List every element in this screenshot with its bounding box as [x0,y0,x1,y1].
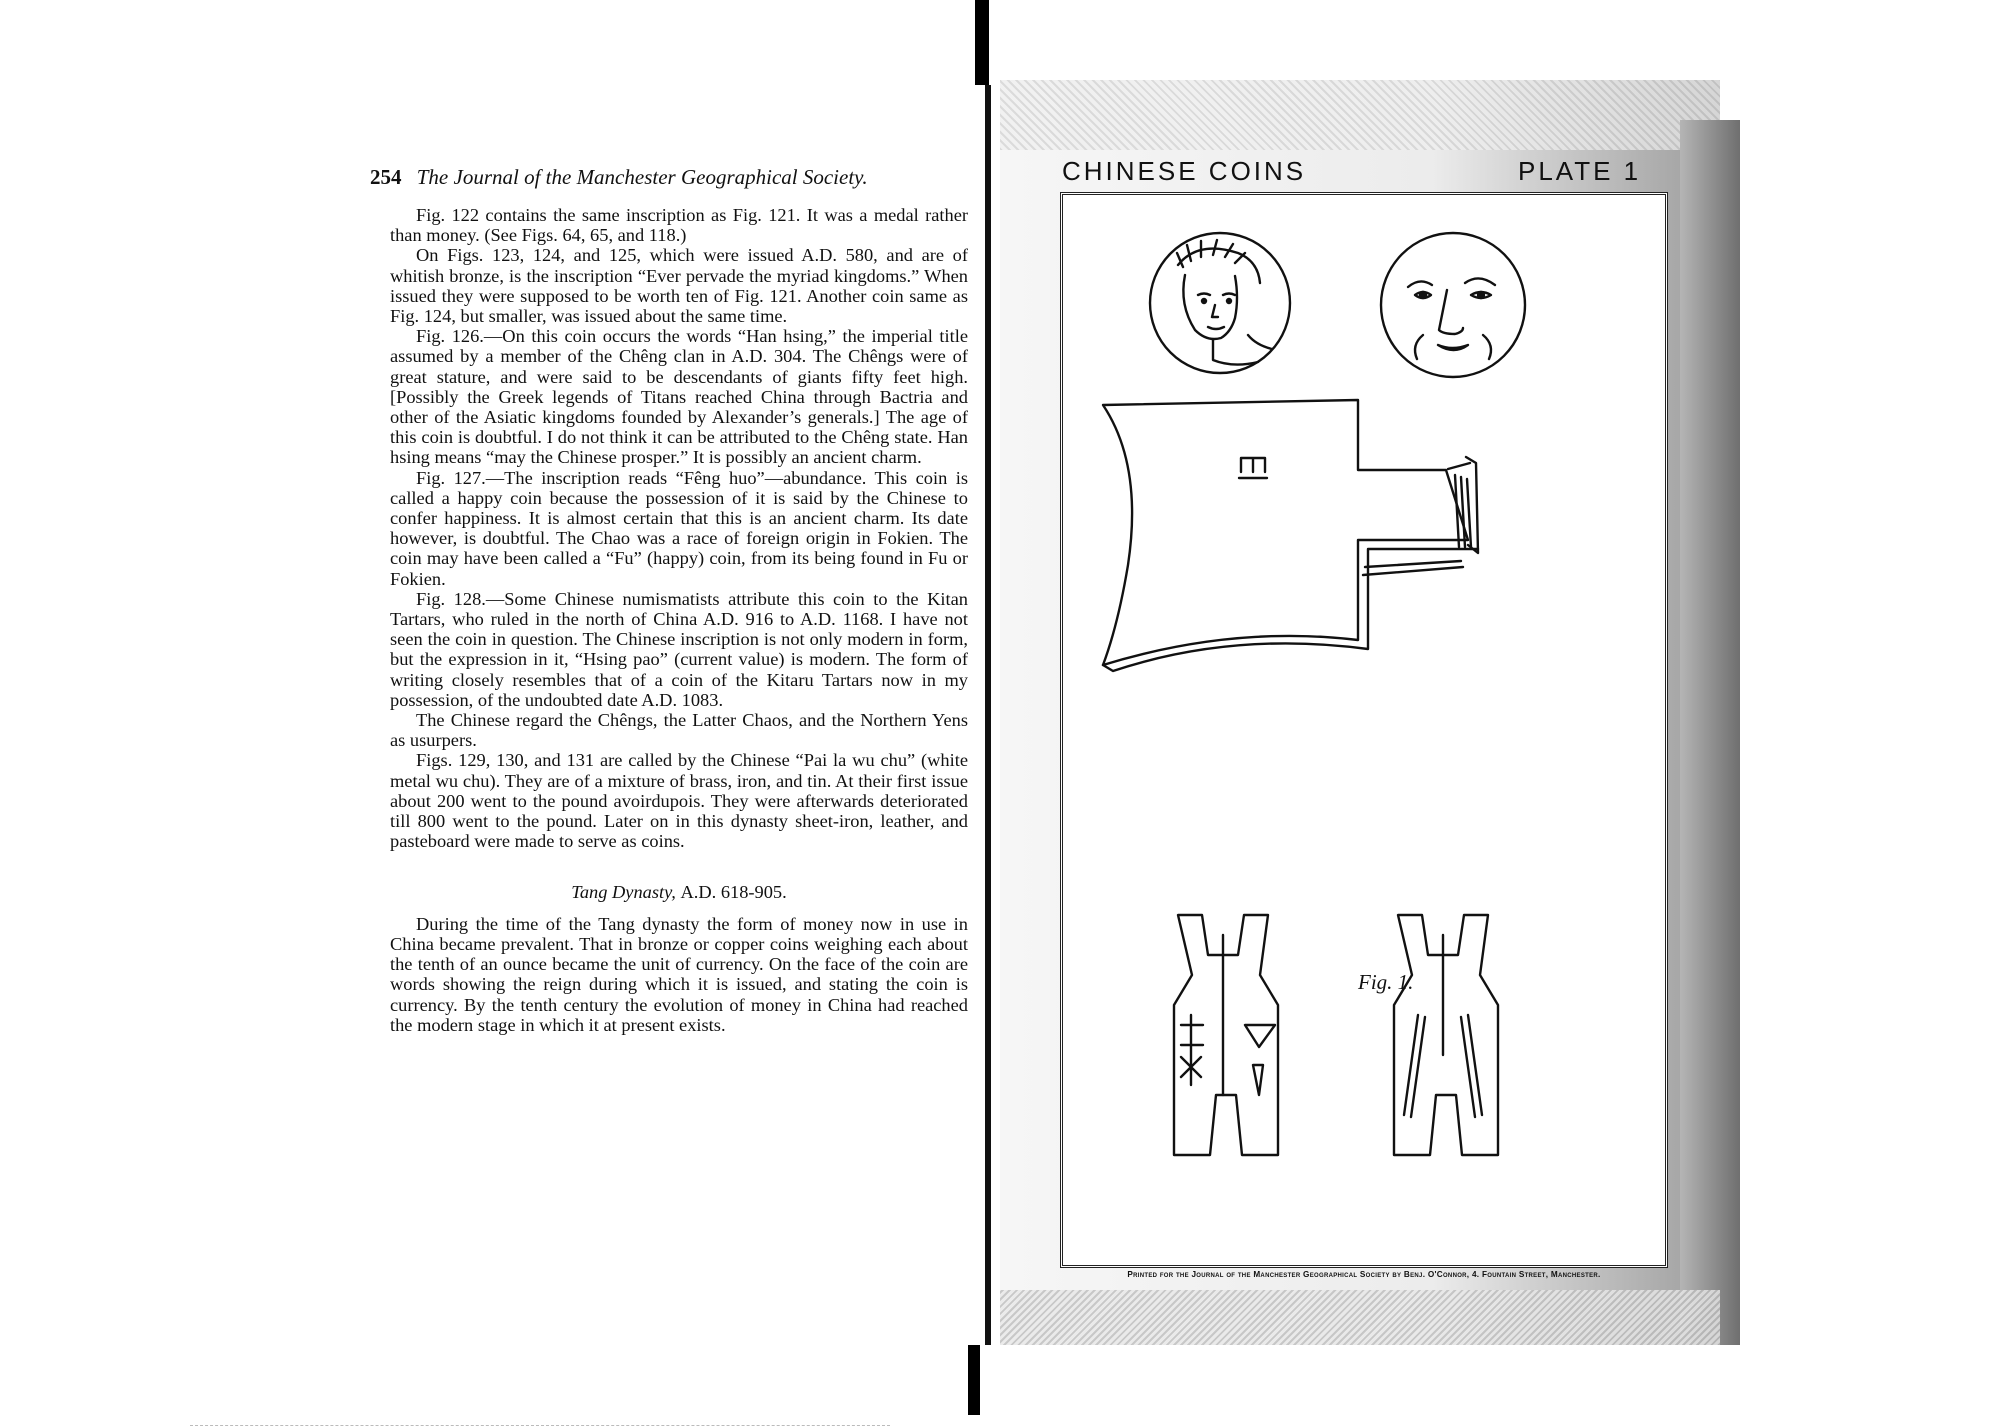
paragraph-figs-123-125: On Figs. 123, 124, and 125, which were issued A.D. 580, and are of whitish bronze, is the inscription “Ever pervade the myriad kingdoms.” When issued they were supposed to be worth ten of Fig. 121. Another coin same as Fig. 124, but smaller, was issued about the same time. [390,245,968,327]
coin-boy-portrait [1150,233,1290,373]
plate-frame [1060,192,1668,1268]
paper-texture-bottom [1000,1290,1720,1345]
paragraph-fig-128: Fig. 128.—Some Chinese numismatists attribute this coin to the Kitan Tartars, who ruled in the north of China A.D. 916 to A.D. 1168. I have not seen the coin in question. The Chinese inscription is not only modern in form, but the expression in it, “Hsing pao” (current value) is modern. The form of writing closely resembles that of a coin of the Kitaru Tartars now in my possession, of the undoubted date A.D. 1083. [390,588,968,710]
journal-title: The Journal of the Manchester Geographical Society. [416,165,868,189]
section-heading [390,882,968,902]
paragraph-figs-129-131: Figs. 129, 130, and 131 are called by the Chinese “Pai la wu chu” (white metal wu chu). They are of a mixture of brass, iron, and tin. At their first issue about 200 went to the pound avoirdupois. They were afterwards deteriorated till 800 went to the pound. Later on in this dynasty sheet-iron, leather, and pasteboard were made to serve as coins. [390,750,968,852]
paragraph-fig-126: Fig. 126.—On this coin occurs the words “Han hsing,” the imperial title assumed by a member of the Chêng clan in A.D. 304. The Chêngs were of great stature, and were said to be descendants of giants fifty feet high. [Possibly the Greek legends of Titans reached China through Bactria and other of the Asiatic kingdoms founded by Alexander’s generals.] The age of this coin is doubtful. I do not think it can be attributed to the Chêng state. Han hsing means “may the Chinese prosper.” It is possibly an ancient charm. [390,326,968,468]
binding-gutter-bottom [968,1345,980,1415]
section-heading-title: Tang Dynasty, [571,881,676,902]
page-number: 254 [370,165,402,189]
paragraph-usurpers: The Chinese regard the Chêngs, the Latter Chaos, and the Northern Yens as usurpers. [390,710,968,751]
page-shadow [1680,120,1740,1345]
printer-credit: Printed for the Journal of the Manchester Geographical Society by Benj. O'Connor, 4. Fountain Street, Manchester. [1127,1270,1601,1279]
paper-texture-top [1000,80,1720,150]
paragraph-fig-122: Fig. 122 contains the same inscription as Fig. 121. It was a medal rather than money. (See Figs. 64, 65, and 118.) [390,205,968,246]
paragraph-tang-dynasty: During the time of the Tang dynasty the form of money now in use in China became prevalent. That in bronze or copper coins weighing each about the tenth of an ounce became the unit of currency. On the face of the coin are words showing the reign during which it is issued, and stating the coin is currency. By the tenth century the evolution of money in China had reached the modern stage in which it at present exists. [390,913,968,1035]
hoe-shaped-spade-coin [1103,400,1478,671]
section-heading-dates: A.D. 618-905. [680,881,787,902]
coin-moon-face [1381,233,1525,377]
spade-coin-back [1394,915,1498,1155]
plate-illustrations [1063,195,1665,1265]
plate-number: PLATE 1 [1518,156,1642,186]
plate-page [1000,80,1720,1345]
body-text [390,205,968,1035]
figure-label: Fig. 1. [1358,970,1414,994]
spade-coin-front [1174,915,1278,1155]
running-head [370,165,970,199]
left-page [40,85,975,1385]
plate-title: CHINESE COINS [1062,156,1307,186]
binding-gutter-top [975,0,989,85]
binding-gutter [985,85,991,1345]
paragraph-fig-127: Fig. 127.—The inscription reads “Fêng huo”—abundance. This coin is called a happy coin because the possession of it is said by the Chinese to confer happiness. It is almost certain that this is an ancient charm. Its date however, is doubtful. The Chao was a race of foreign origin in Fokien. The coin may have been called a “Fu” (happy) coin, from its being found in Fu or Fokien. [390,467,968,589]
